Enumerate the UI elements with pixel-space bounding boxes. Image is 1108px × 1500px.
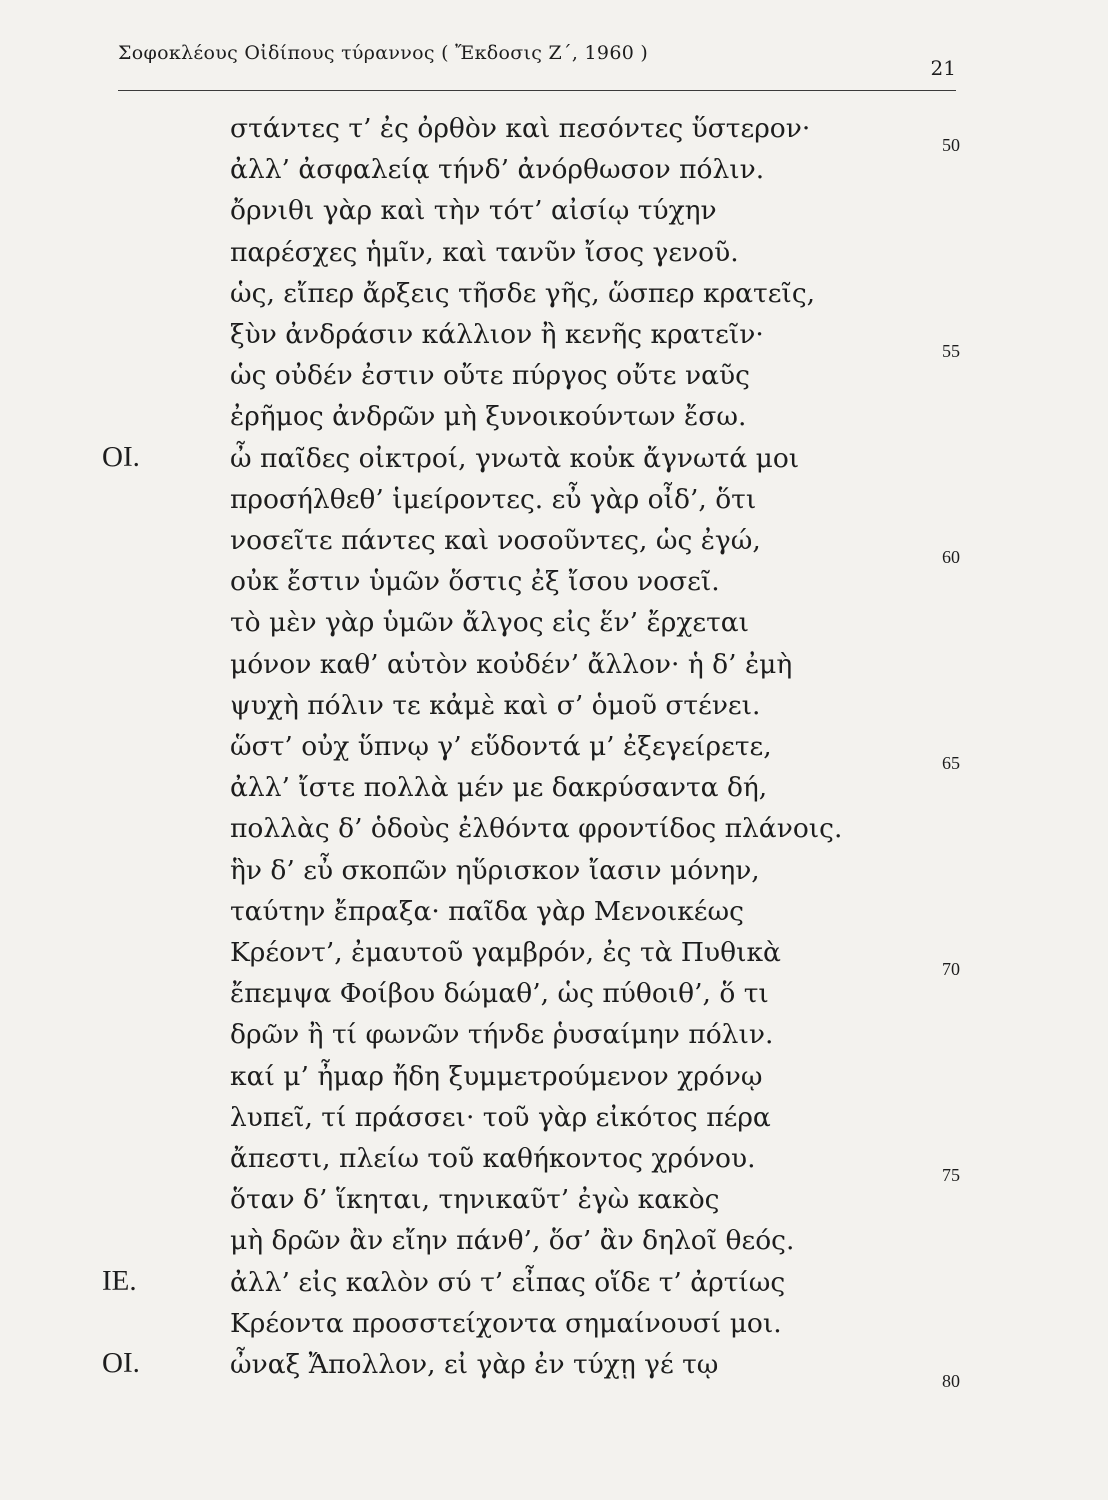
running-title: Σοφοκλέους Οἰδίπους τύραννος ( Ἔκδοσις Ζ΄, 1960 ) [118,42,649,64]
verse-line: παρέσχες ἡμῖν, καὶ τανῦν ἴσος γενοῦ. [230,236,739,268]
verse-line: Κρέοντα προσστείχοντα σημαίνουσί μοι. [230,1307,782,1339]
verse-line: ἀλλ’ ἴστε πολλὰ μέν με δακρύσαντα δή, [230,772,768,804]
verse-line: στάντες τ’ ἐς ὀρθὸν καὶ πεσόντες ὕστερον· [230,113,811,144]
verse-line: τὸ μὲν γὰρ ὑμῶν ἄλγος εἰς ἕν’ ἔρχεται [230,607,750,639]
verse-line: ὅταν δ’ ἵκηται, τηνικαῦτ’ ἐγὼ κακὸς [230,1184,720,1216]
verse-line: πολλὰς δ’ ὁδοὺς ἐλθόντα φροντίδος πλάνοις. [230,813,843,845]
verse-line: ὦναξ Ἄπολλον, εἰ γὰρ ἐν τύχῃ γέ τῳ [230,1349,719,1380]
page-number: 21 [930,56,956,80]
verse-line: λυπεῖ, τί πράσσει· τοῦ γὰρ εἰκότος πέρα [230,1101,771,1133]
verse-line: ἀλλ’ εἰς καλὸν σύ τ’ εἶπας οἵδε τ’ ἀρτίως [230,1266,786,1298]
verse-line: ὄρνιθι γὰρ καὶ τὴν τότ’ αἰσίῳ τύχην [230,195,717,227]
line-number: 75 [942,1165,960,1185]
speaker-label: ΟΙ. [102,1347,140,1379]
verse-line: ξὺν ἀνδράσιν κάλλιον ἢ κενῆς κρατεῖν· [230,319,764,350]
verse-line: μὴ δρῶν ἂν εἴην πάνθ’, ὅσ’ ἂν δηλοῖ θεός. [230,1225,795,1257]
verse-line: ὡς, εἴπερ ἄρξεις τῆσδε γῆς, ὥσπερ κρατεῖς, [230,277,816,309]
verse-line: ἔπεμψα Φοίβου δώμαθ’, ὡς πύθοιθ’, ὅ τι [230,978,769,1010]
line-number: 70 [942,959,960,979]
speaker-label: ΙΕ. [102,1264,137,1297]
line-number: 65 [942,753,960,773]
verse-line: μόνον καθ’ αὑτὸν κοὐδέν’ ἄλλον· ἡ δ’ ἐμὴ [230,648,793,680]
verse-line: ὦ παῖδες οἰκτροί, γνωτὰ κοὐκ ἄγνωτά μοι [230,442,800,474]
verse-line: οὐκ ἔστιν ὑμῶν ὅστις ἐξ ἴσου νοσεῖ. [230,566,720,598]
verse-line: ψυχὴ πόλιν τε κἀμὲ καὶ σ’ ὁμοῦ στένει. [230,689,761,721]
verse-line: νοσεῖτε πάντες καὶ νοσοῦντες, ὡς ἐγώ, [230,525,761,556]
speaker-label: ΟΙ. [102,440,140,473]
verse-line: ὡς οὐδέν ἐστιν οὔτε πύργος οὔτε ναῦς [230,360,750,392]
line-number: 80 [942,1371,960,1391]
verse-line: ὥστ’ οὐχ ὕπνῳ γ’ εὕδοντά μ’ ἐξεγείρετε, [230,731,772,762]
verse-line: δρῶν ἢ τί φωνῶν τήνδε ῥυσαίμην πόλιν. [230,1019,774,1051]
verse-line: ταύτην ἔπραξα· παῖδα γὰρ Μενοικέως [230,895,744,927]
verse-line: προσήλθεθ’ ἱμείροντες. εὖ γὰρ οἶδ’, ὅτι [230,483,757,515]
verse-line: καί μ’ ἦμαρ ἤδη ξυμμετρούμενον χρόνῳ [230,1060,763,1092]
line-number: 60 [942,547,960,567]
verse-line: ἣν δ’ εὖ σκοπῶν ηὕρισκον ἴασιν μόνην, [230,854,760,886]
verse-line: ἀλλ’ ἀσφαλείᾳ τήνδ’ ἀνόρθωσον πόλιν. [230,154,765,186]
verse-line: Κρέοντ’, ἐμαυτοῦ γαμβρόν, ἐς τὰ Πυθικὰ [230,937,781,968]
line-number: 50 [942,135,960,155]
verse-line: ἐρῆμος ἀνδρῶν μὴ ξυνοικούντων ἔσω. [230,401,747,433]
line-number: 55 [942,341,960,361]
verse-line: ἄπεστι, πλείω τοῦ καθήκοντος χρόνου. [230,1143,756,1174]
